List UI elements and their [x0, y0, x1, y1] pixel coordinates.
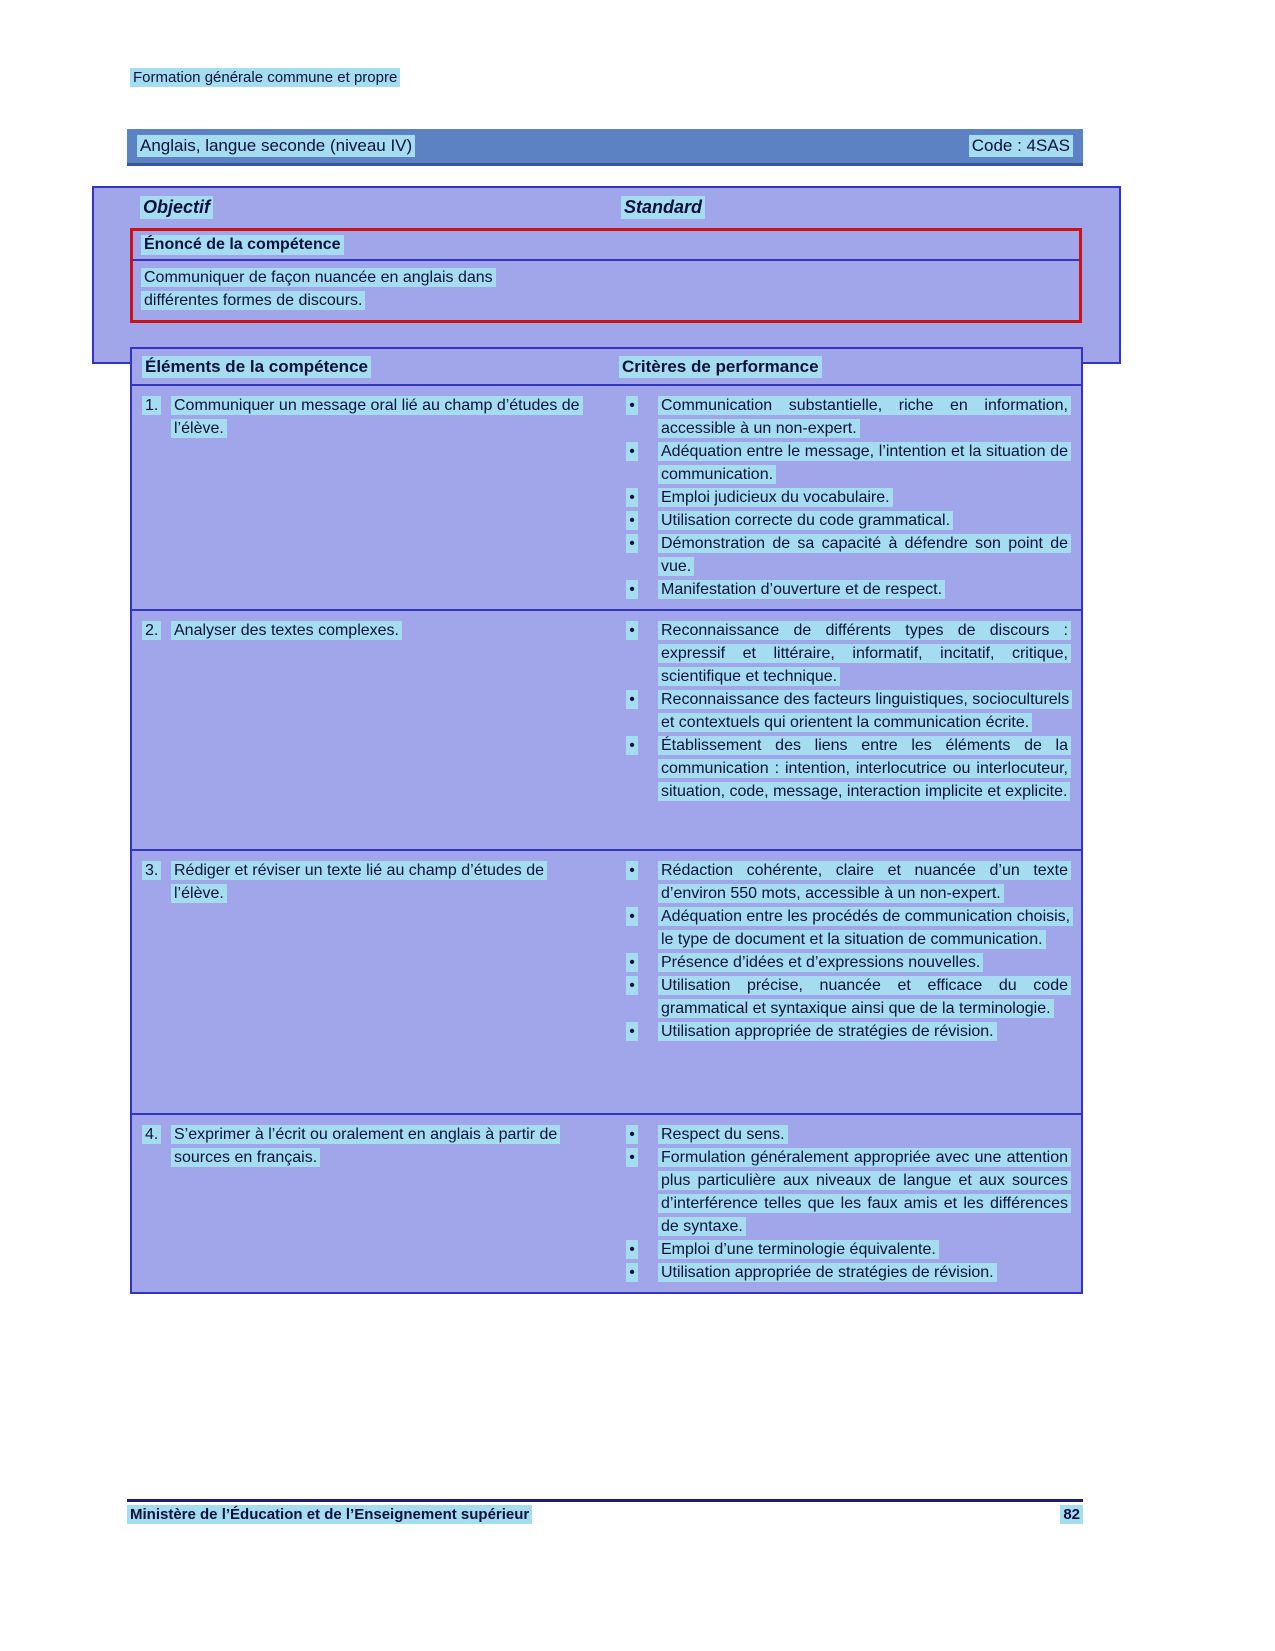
criteria-text-block	[658, 905, 1071, 951]
criteria-text-block	[658, 859, 1071, 905]
title-bar	[127, 129, 1083, 166]
criteria-text-block	[658, 1123, 1071, 1146]
criteria-text: Adéquation entre les procédés de communication choisis, le type de document et la situation de communication.	[658, 907, 1073, 949]
bullet-icon: •	[626, 907, 638, 926]
enonce-line	[141, 289, 1071, 312]
bullet-icon: •	[626, 976, 638, 995]
criteria-text: Reconnaissance de différents types de discours : expressif et littéraire, informatif, incitatif, critique, scientifique et technique.	[658, 621, 1071, 686]
table-row	[132, 386, 1081, 611]
criteria-text-block	[658, 619, 1071, 688]
criteria-text-block	[658, 1146, 1071, 1238]
bullet-icon: •	[626, 1022, 638, 1041]
element-number-cell	[142, 1123, 171, 1146]
criteria-text: Utilisation appropriée de stratégies de révision.	[658, 1263, 997, 1282]
element-text: Rédiger et réviser un texte lié au champ d’études de l’élève.	[171, 861, 547, 903]
criteria-text-block	[658, 1238, 1071, 1261]
bullet-wrap	[624, 532, 640, 555]
bullet-wrap	[624, 688, 640, 711]
enonce-text-line: différentes formes de discours.	[141, 291, 365, 310]
element-number-cell	[142, 394, 171, 417]
bullet-icon: •	[626, 488, 638, 507]
table-row	[132, 1115, 1081, 1292]
table-header-row	[132, 349, 1081, 386]
element-number: 1.	[142, 396, 161, 415]
enonce-title-row	[133, 231, 1079, 261]
element-cell	[132, 611, 610, 849]
element-cell	[132, 1115, 610, 1292]
element-text-block	[171, 394, 581, 440]
criteria-text: Formulation généralement appropriée avec une attention plus particulière aux niveaux de langue et aux sources d’interférence telles que les faux amis et les différences de syntaxe.	[658, 1148, 1071, 1236]
bullet-icon: •	[626, 861, 638, 880]
section-label: Formation générale commune et propre	[130, 68, 400, 87]
criteria-text: Établissement des liens entre les éléments de la communication : intention, interlocutrice ou interlocuteur, situation, code, message, interaction implicite et explicite.	[658, 736, 1071, 801]
bullet-wrap	[624, 1261, 640, 1284]
bullet-wrap	[624, 1123, 640, 1146]
criteria-text-block	[658, 394, 1071, 440]
criteria-text-block	[658, 1020, 1071, 1043]
enonce-statement	[133, 261, 1079, 317]
criteria-text: Emploi judicieux du vocabulaire.	[658, 488, 893, 507]
criteria-item	[610, 1020, 1071, 1043]
enonce-line	[141, 266, 1071, 289]
bullet-icon: •	[626, 442, 638, 461]
bullet-wrap	[624, 509, 640, 532]
page-number: 82	[1060, 1505, 1083, 1524]
criteria-cell	[610, 1115, 1081, 1292]
criteria-item	[610, 1238, 1071, 1261]
criteria-text: Utilisation correcte du code grammatical.	[658, 511, 953, 530]
bullet-wrap	[624, 1020, 640, 1043]
criteria-item	[610, 905, 1071, 951]
page-footer	[127, 1505, 1083, 1524]
bullet-wrap	[624, 951, 640, 974]
element-text-block	[171, 859, 581, 905]
element-number: 4.	[142, 1125, 161, 1144]
bullet-icon: •	[626, 690, 638, 709]
bullet-wrap	[624, 578, 640, 601]
criteria-item	[610, 619, 1071, 688]
element-text: Analyser des textes complexes.	[171, 621, 402, 640]
criteria-text: Communication substantielle, riche en information, accessible à un non-expert.	[658, 396, 1071, 438]
criteria-item	[610, 1261, 1071, 1284]
criteria-text: Utilisation appropriée de stratégies de révision.	[658, 1022, 997, 1041]
bullet-wrap	[624, 394, 640, 417]
criteria-text-block	[658, 532, 1071, 578]
criteria-item	[610, 859, 1071, 905]
criteria-text: Utilisation précise, nuancée et efficace du code grammatical et syntaxique ainsi que de la terminologie.	[658, 976, 1071, 1018]
criteria-cell	[610, 611, 1081, 849]
criteria-item	[610, 1123, 1071, 1146]
objectif-heading: Objectif	[140, 196, 213, 219]
criteria-item	[610, 394, 1071, 440]
column-header-criteres: Critères de performance	[619, 356, 822, 378]
criteria-text-block	[658, 578, 1071, 601]
footer-ministry: Ministère de l’Éducation et de l’Enseignement supérieur	[127, 1505, 532, 1524]
bullet-icon: •	[626, 736, 638, 755]
criteria-item	[610, 486, 1071, 509]
criteria-text-block	[658, 951, 1071, 974]
bullet-wrap	[624, 440, 640, 463]
bullet-icon: •	[626, 511, 638, 530]
bullet-icon: •	[626, 1263, 638, 1282]
standard-heading: Standard	[621, 196, 705, 219]
competence-table	[130, 347, 1083, 1294]
bullet-wrap	[624, 905, 640, 928]
enonce-text-line: Communiquer de façon nuancée en anglais dans	[141, 268, 496, 287]
element-number-cell	[142, 859, 171, 882]
bullet-wrap	[624, 1238, 640, 1261]
element-number-cell	[142, 619, 171, 642]
criteria-item	[610, 951, 1071, 974]
bullet-icon: •	[626, 953, 638, 972]
criteria-text: Reconnaissance des facteurs linguistiques, socioculturels et contextuels qui orientent la communication écrite.	[658, 690, 1072, 732]
element-text-block	[171, 1123, 581, 1169]
criteria-text-block	[658, 440, 1071, 486]
criteria-text: Démonstration de sa capacité à défendre son point de vue.	[658, 534, 1071, 576]
criteria-text: Emploi d’une terminologie équivalente.	[658, 1240, 939, 1259]
table-row	[132, 851, 1081, 1115]
bullet-wrap	[624, 486, 640, 509]
bullet-wrap	[624, 859, 640, 882]
criteria-text-block	[658, 486, 1071, 509]
criteria-item	[610, 578, 1071, 601]
element-number: 3.	[142, 861, 161, 880]
table-body	[132, 386, 1081, 1292]
bullet-icon: •	[626, 396, 638, 415]
element-number: 2.	[142, 621, 161, 640]
element-cell	[132, 851, 610, 1113]
criteria-text: Manifestation d’ouverture et de respect.	[658, 580, 945, 599]
enonce-title: Énoncé de la compétence	[141, 235, 344, 255]
criteria-text-block	[658, 974, 1071, 1020]
bullet-icon: •	[626, 1125, 638, 1144]
element-text: Communiquer un message oral lié au champ d’études de l’élève.	[171, 396, 583, 438]
course-title: Anglais, langue seconde (niveau IV)	[137, 135, 415, 157]
bullet-wrap	[624, 974, 640, 997]
bullet-icon: •	[626, 1240, 638, 1259]
criteria-text: Présence d’idées et d’expressions nouvelles.	[658, 953, 983, 972]
criteria-cell	[610, 386, 1081, 609]
criteria-item	[610, 734, 1071, 803]
element-cell	[132, 386, 610, 609]
bullet-icon: •	[626, 534, 638, 553]
bullet-icon: •	[626, 1148, 638, 1167]
criteria-item	[610, 532, 1071, 578]
criteria-text-block	[658, 1261, 1071, 1284]
criteria-item	[610, 974, 1071, 1020]
table-row	[132, 611, 1081, 851]
section-label-wrap	[130, 69, 400, 86]
element-text: S’exprimer à l’écrit ou oralement en anglais à partir de sources en français.	[171, 1125, 560, 1167]
bullet-icon: •	[626, 580, 638, 599]
criteria-item	[610, 688, 1071, 734]
criteria-item	[610, 1146, 1071, 1238]
criteria-item	[610, 509, 1071, 532]
criteria-text-block	[658, 734, 1071, 803]
bullet-wrap	[624, 619, 640, 642]
criteria-text: Respect du sens.	[658, 1125, 788, 1144]
course-code: Code : 4SAS	[969, 135, 1073, 157]
bullet-wrap	[624, 734, 640, 757]
criteria-item	[610, 440, 1071, 486]
bullet-wrap	[624, 1146, 640, 1169]
criteria-text-block	[658, 688, 1071, 734]
element-text-block	[171, 619, 402, 642]
column-header-elements: Éléments de la compétence	[142, 356, 371, 378]
criteria-text: Adéquation entre le message, l’intention et la situation de communication.	[658, 442, 1071, 484]
objectif-standard-panel	[92, 186, 1121, 364]
criteria-cell	[610, 851, 1081, 1113]
criteria-text-block	[658, 509, 1071, 532]
footer-rule	[127, 1499, 1083, 1502]
bullet-icon: •	[626, 621, 638, 640]
criteria-text: Rédaction cohérente, claire et nuancée d’un texte d’environ 550 mots, accessible à un non-expert.	[658, 861, 1071, 903]
enonce-box	[130, 228, 1082, 323]
